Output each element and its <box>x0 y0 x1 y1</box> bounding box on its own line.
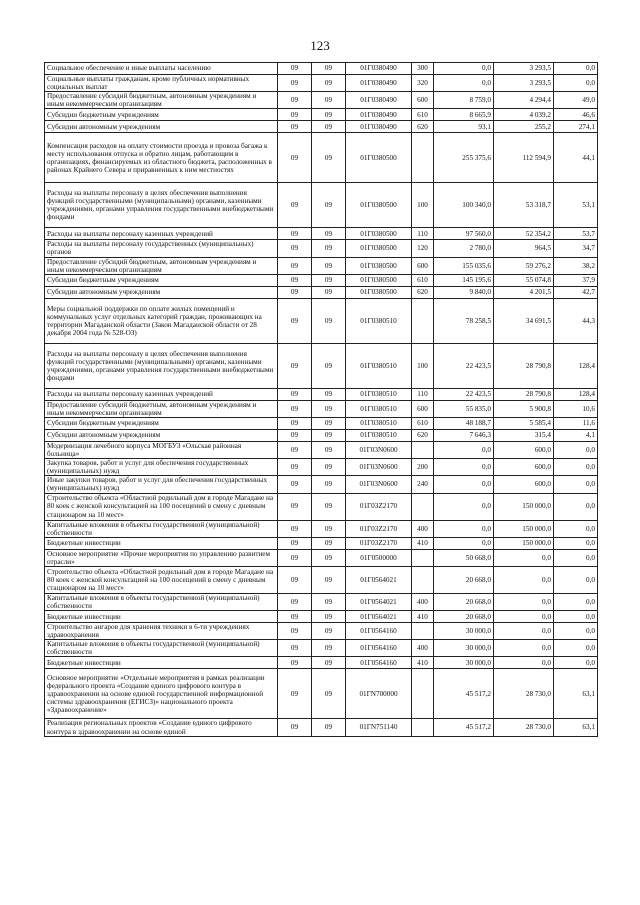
section-code-cell: 09 <box>278 719 312 736</box>
actual-amount-cell: 600,0 <box>494 476 554 493</box>
target-article-cell: 01ГN700000 <box>346 669 412 719</box>
row-name-cell: Расходы на выплаты персоналу казенных учреждений <box>45 388 278 400</box>
section-code-cell: 09 <box>278 669 312 719</box>
actual-amount-cell: 28 790,8 <box>494 388 554 400</box>
section-code-cell: 09 <box>278 75 312 92</box>
actual-amount-cell: 112 594,9 <box>494 133 554 183</box>
table-row <box>45 228 598 240</box>
row-name-cell: Социальные выплаты гражданам, кроме публичных нормативных социальных выплат <box>45 75 278 92</box>
planned-amount-cell: 45 517,2 <box>434 719 494 736</box>
expense-type-cell: 300 <box>412 63 434 75</box>
target-article-cell: 01ГN751140 <box>346 719 412 736</box>
section-code-cell: 09 <box>278 640 312 657</box>
expense-type-cell <box>412 441 434 458</box>
execution-percent-cell: 128,4 <box>554 388 598 400</box>
section-code-cell: 09 <box>278 611 312 623</box>
subsection-code-cell: 09 <box>312 228 346 240</box>
row-name-cell: Иные закупки товаров, работ и услуг для обеспечения государственных (муниципальных) нужд <box>45 476 278 493</box>
row-name-cell: Субсидии автономным учреждениям <box>45 429 278 441</box>
section-code-cell: 09 <box>278 121 312 133</box>
target-article-cell: 01Г0380500 <box>346 183 412 228</box>
row-name-cell: Строительство объекта «Областной родильный дом в городе Магадане на 80 коек с женской консультацией на 100 посещений в смену с дневным стационаром на 10 мест» <box>45 566 278 593</box>
target-article-cell: 01Г0380500 <box>346 257 412 274</box>
row-name-cell: Субсидии автономным учреждениям <box>45 286 278 298</box>
expense-type-cell <box>412 493 434 520</box>
execution-percent-cell: 0,0 <box>554 657 598 669</box>
target-article-cell: 01Г0380510 <box>346 388 412 400</box>
expense-type-cell <box>412 566 434 593</box>
subsection-code-cell: 09 <box>312 549 346 566</box>
row-name-cell: Бюджетные инвестиции <box>45 657 278 669</box>
planned-amount-cell: 20 668,0 <box>434 611 494 623</box>
expense-type-cell: 410 <box>412 657 434 669</box>
subsection-code-cell: 09 <box>312 493 346 520</box>
target-article-cell: 01Г0380500 <box>346 286 412 298</box>
target-article-cell: 01Г0564160 <box>346 657 412 669</box>
section-code-cell: 09 <box>278 593 312 610</box>
row-name-cell: Компенсация расходов на оплату стоимости проезда и провоза багажа к месту использования отпуска и обратно лицам, работающим в организациях, финансируемых из областного бюджета, расположенных в районах Крайнего Севера и приравненных к ним местностях <box>45 133 278 183</box>
row-name-cell: Расходы на выплаты персоналу государственных (муниципальных) органов <box>45 240 278 257</box>
planned-amount-cell: 155 035,6 <box>434 257 494 274</box>
section-code-cell: 09 <box>278 388 312 400</box>
subsection-code-cell: 09 <box>312 593 346 610</box>
subsection-code-cell: 09 <box>312 566 346 593</box>
subsection-code-cell: 09 <box>312 520 346 537</box>
budget-table <box>44 62 598 737</box>
expense-type-cell: 620 <box>412 286 434 298</box>
target-article-cell: 01Г0380510 <box>346 429 412 441</box>
table-row <box>45 493 598 520</box>
row-name-cell: Субсидии бюджетным учреждениям <box>45 417 278 429</box>
subsection-code-cell: 09 <box>312 429 346 441</box>
expense-type-cell <box>412 133 434 183</box>
expense-type-cell: 610 <box>412 109 434 121</box>
row-name-cell: Расходы на выплаты персоналу казенных учреждений <box>45 228 278 240</box>
section-code-cell: 09 <box>278 493 312 520</box>
row-name-cell: Субсидии бюджетным учреждениям <box>45 274 278 286</box>
expense-type-cell: 100 <box>412 343 434 388</box>
expense-type-cell: 600 <box>412 257 434 274</box>
planned-amount-cell: 0,0 <box>434 459 494 476</box>
execution-percent-cell: 0,0 <box>554 493 598 520</box>
planned-amount-cell: 93,1 <box>434 121 494 133</box>
actual-amount-cell: 0,0 <box>494 549 554 566</box>
actual-amount-cell: 964,5 <box>494 240 554 257</box>
execution-percent-cell: 10,6 <box>554 400 598 417</box>
execution-percent-cell: 0,0 <box>554 441 598 458</box>
subsection-code-cell: 09 <box>312 611 346 623</box>
expense-type-cell: 400 <box>412 520 434 537</box>
actual-amount-cell: 0,0 <box>494 623 554 640</box>
section-code-cell: 09 <box>278 183 312 228</box>
planned-amount-cell: 0,0 <box>434 493 494 520</box>
target-article-cell: 01Г0380490 <box>346 75 412 92</box>
planned-amount-cell: 100 340,0 <box>434 183 494 228</box>
expense-type-cell: 410 <box>412 611 434 623</box>
planned-amount-cell: 22 423,5 <box>434 343 494 388</box>
subsection-code-cell: 09 <box>312 537 346 549</box>
target-article-cell: 01Г0564160 <box>346 640 412 657</box>
planned-amount-cell: 20 668,0 <box>434 593 494 610</box>
target-article-cell: 01Г0380490 <box>346 63 412 75</box>
execution-percent-cell: 0,0 <box>554 611 598 623</box>
target-article-cell: 01Г0564021 <box>346 566 412 593</box>
table-row <box>45 657 598 669</box>
row-name-cell: Бюджетные инвестиции <box>45 611 278 623</box>
planned-amount-cell: 8 665,9 <box>434 109 494 121</box>
table-row <box>45 183 598 228</box>
section-code-cell: 09 <box>278 343 312 388</box>
subsection-code-cell: 09 <box>312 719 346 736</box>
table-row <box>45 388 598 400</box>
table-row <box>45 109 598 121</box>
expense-type-cell: 610 <box>412 274 434 286</box>
subsection-code-cell: 09 <box>312 657 346 669</box>
expense-type-cell: 320 <box>412 75 434 92</box>
subsection-code-cell: 09 <box>312 669 346 719</box>
row-name-cell: Капитальные вложения в объекты государственной (муниципальной) собственности <box>45 640 278 657</box>
execution-percent-cell: 42,7 <box>554 286 598 298</box>
subsection-code-cell: 09 <box>312 388 346 400</box>
table-row <box>45 417 598 429</box>
planned-amount-cell: 30 000,0 <box>434 640 494 657</box>
expense-type-cell <box>412 669 434 719</box>
row-name-cell: Социальное обеспечение и иные выплаты населению <box>45 63 278 75</box>
row-name-cell: Расходы на выплаты персоналу в целях обеспечения выполнения функций государственными (муниципальными) органами, казенными учреждениями, органами управления государственными внебюджетными фондами <box>45 343 278 388</box>
planned-amount-cell: 0,0 <box>434 537 494 549</box>
table-row <box>45 549 598 566</box>
actual-amount-cell: 53 318,7 <box>494 183 554 228</box>
row-name-cell: Строительство объекта «Областной родильный дом в городе Магадане на 80 коек с женской консультацией на 100 посещений в смену с дневным стационаром на 10 мест» <box>45 493 278 520</box>
table-row <box>45 441 598 458</box>
execution-percent-cell: 63,1 <box>554 669 598 719</box>
expense-type-cell <box>412 719 434 736</box>
table-row <box>45 63 598 75</box>
section-code-cell: 09 <box>278 228 312 240</box>
actual-amount-cell: 0,0 <box>494 611 554 623</box>
execution-percent-cell: 0,0 <box>554 566 598 593</box>
subsection-code-cell: 09 <box>312 476 346 493</box>
row-name-cell: Основное мероприятие «Прочие мероприятия по управлению развитием отрасли» <box>45 549 278 566</box>
section-code-cell: 09 <box>278 400 312 417</box>
expense-type-cell: 600 <box>412 400 434 417</box>
target-article-cell: 01Г0380510 <box>346 417 412 429</box>
subsection-code-cell: 09 <box>312 183 346 228</box>
planned-amount-cell: 48 188,7 <box>434 417 494 429</box>
planned-amount-cell: 9 840,0 <box>434 286 494 298</box>
actual-amount-cell: 34 691,5 <box>494 298 554 343</box>
planned-amount-cell: 97 560,0 <box>434 228 494 240</box>
subsection-code-cell: 09 <box>312 121 346 133</box>
actual-amount-cell: 28 730,0 <box>494 669 554 719</box>
execution-percent-cell: 0,0 <box>554 520 598 537</box>
section-code-cell: 09 <box>278 566 312 593</box>
expense-type-cell: 610 <box>412 417 434 429</box>
actual-amount-cell: 0,0 <box>494 593 554 610</box>
actual-amount-cell: 150 000,0 <box>494 520 554 537</box>
section-code-cell: 09 <box>278 441 312 458</box>
subsection-code-cell: 09 <box>312 623 346 640</box>
target-article-cell: 01Г0380490 <box>346 121 412 133</box>
table-row <box>45 520 598 537</box>
expense-type-cell: 410 <box>412 537 434 549</box>
planned-amount-cell: 0,0 <box>434 63 494 75</box>
section-code-cell: 09 <box>278 429 312 441</box>
execution-percent-cell: 53,7 <box>554 228 598 240</box>
actual-amount-cell: 255,2 <box>494 121 554 133</box>
planned-amount-cell: 50 668,0 <box>434 549 494 566</box>
expense-type-cell: 600 <box>412 92 434 109</box>
execution-percent-cell: 44,3 <box>554 298 598 343</box>
row-name-cell: Капитальные вложения в объекты государственной (муниципальной) собственности <box>45 593 278 610</box>
subsection-code-cell: 09 <box>312 109 346 121</box>
execution-percent-cell: 0,0 <box>554 459 598 476</box>
actual-amount-cell: 52 354,2 <box>494 228 554 240</box>
planned-amount-cell: 0,0 <box>434 520 494 537</box>
expense-type-cell <box>412 623 434 640</box>
table-row <box>45 623 598 640</box>
row-name-cell: Бюджетные инвестиции <box>45 537 278 549</box>
row-name-cell: Расходы на выплаты персоналу в целях обеспечения выполнения функций государственными (муниципальными) органами, казенными учреждениями, органами управления государственными внебюджетными фондами <box>45 183 278 228</box>
table-row <box>45 669 598 719</box>
execution-percent-cell: 128,4 <box>554 343 598 388</box>
section-code-cell: 09 <box>278 286 312 298</box>
section-code-cell: 09 <box>278 623 312 640</box>
expense-type-cell: 200 <box>412 459 434 476</box>
row-name-cell: Предоставление субсидий бюджетным, автономным учреждениям и иным некоммерческим организациям <box>45 400 278 417</box>
actual-amount-cell: 59 276,2 <box>494 257 554 274</box>
section-code-cell: 09 <box>278 240 312 257</box>
subsection-code-cell: 09 <box>312 63 346 75</box>
page-number: 123 <box>310 38 330 53</box>
planned-amount-cell: 20 668,0 <box>434 566 494 593</box>
table-row <box>45 719 598 736</box>
actual-amount-cell: 5 900,8 <box>494 400 554 417</box>
target-article-cell: 01Г0380500 <box>346 240 412 257</box>
target-article-cell: 01Г0380490 <box>346 109 412 121</box>
planned-amount-cell: 22 423,5 <box>434 388 494 400</box>
subsection-code-cell: 09 <box>312 441 346 458</box>
subsection-code-cell: 09 <box>312 640 346 657</box>
target-article-cell: 01Г03Z2170 <box>346 520 412 537</box>
section-code-cell: 09 <box>278 657 312 669</box>
actual-amount-cell: 5 585,4 <box>494 417 554 429</box>
subsection-code-cell: 09 <box>312 133 346 183</box>
execution-percent-cell: 274,1 <box>554 121 598 133</box>
section-code-cell: 09 <box>278 520 312 537</box>
row-name-cell: Реализация региональных проектов «Создание единого цифрового контура в здравоохранении на основе единой <box>45 719 278 736</box>
target-article-cell: 01Г03Z2170 <box>346 493 412 520</box>
section-code-cell: 09 <box>278 549 312 566</box>
actual-amount-cell: 28 730,0 <box>494 719 554 736</box>
execution-percent-cell: 53,1 <box>554 183 598 228</box>
planned-amount-cell: 30 000,0 <box>434 657 494 669</box>
section-code-cell: 09 <box>278 298 312 343</box>
actual-amount-cell: 150 000,0 <box>494 537 554 549</box>
subsection-code-cell: 09 <box>312 417 346 429</box>
execution-percent-cell: 4,1 <box>554 429 598 441</box>
row-name-cell: Строительство ангаров для хранения техники в 6-ти учреждениях здравоохранения <box>45 623 278 640</box>
planned-amount-cell: 255 375,6 <box>434 133 494 183</box>
execution-percent-cell: 37,9 <box>554 274 598 286</box>
actual-amount-cell: 3 293,5 <box>494 63 554 75</box>
table-row <box>45 640 598 657</box>
subsection-code-cell: 09 <box>312 343 346 388</box>
table-row <box>45 240 598 257</box>
execution-percent-cell: 63,1 <box>554 719 598 736</box>
execution-percent-cell: 44,1 <box>554 133 598 183</box>
planned-amount-cell: 0,0 <box>434 441 494 458</box>
subsection-code-cell: 09 <box>312 274 346 286</box>
subsection-code-cell: 09 <box>312 257 346 274</box>
subsection-code-cell: 09 <box>312 240 346 257</box>
target-article-cell: 01Г0380490 <box>346 92 412 109</box>
table-row <box>45 593 598 610</box>
planned-amount-cell: 78 258,5 <box>434 298 494 343</box>
target-article-cell: 01Г0564021 <box>346 611 412 623</box>
row-name-cell: Предоставление субсидий бюджетным, автономным учреждениям и иным некоммерческим организациям <box>45 257 278 274</box>
row-name-cell: Субсидии бюджетным учреждениям <box>45 109 278 121</box>
target-article-cell: 01Г0380510 <box>346 298 412 343</box>
actual-amount-cell: 28 790,8 <box>494 343 554 388</box>
execution-percent-cell: 0,0 <box>554 537 598 549</box>
target-article-cell: 01Г0380500 <box>346 228 412 240</box>
subsection-code-cell: 09 <box>312 92 346 109</box>
table-row <box>45 274 598 286</box>
target-article-cell: 01Г0380510 <box>346 343 412 388</box>
table-row <box>45 75 598 92</box>
execution-percent-cell: 0,0 <box>554 640 598 657</box>
expense-type-cell: 400 <box>412 593 434 610</box>
planned-amount-cell: 0,0 <box>434 476 494 493</box>
execution-percent-cell: 0,0 <box>554 549 598 566</box>
subsection-code-cell: 09 <box>312 298 346 343</box>
section-code-cell: 09 <box>278 133 312 183</box>
section-code-cell: 09 <box>278 459 312 476</box>
expense-type-cell: 100 <box>412 183 434 228</box>
execution-percent-cell: 46,6 <box>554 109 598 121</box>
execution-percent-cell: 0,0 <box>554 63 598 75</box>
actual-amount-cell: 3 293,5 <box>494 75 554 92</box>
row-name-cell: Меры социальной поддержки по оплате жилых помещений и коммунальных услуг отдельных категорий граждан, проживающих на территории Магаданской области (Закон Магаданской области от 28 декабря 2004 года № 528-ОЗ) <box>45 298 278 343</box>
target-article-cell: 01Г03N0600 <box>346 476 412 493</box>
section-code-cell: 09 <box>278 537 312 549</box>
table-row <box>45 537 598 549</box>
table-row <box>45 133 598 183</box>
table-row <box>45 343 598 388</box>
target-article-cell: 01Г0564021 <box>346 593 412 610</box>
execution-percent-cell: 49,0 <box>554 92 598 109</box>
row-name-cell: Субсидии автономным учреждениям <box>45 121 278 133</box>
target-article-cell: 01Г03Z2170 <box>346 537 412 549</box>
subsection-code-cell: 09 <box>312 459 346 476</box>
table-row <box>45 92 598 109</box>
actual-amount-cell: 0,0 <box>494 640 554 657</box>
row-name-cell: Модернизация лечебного корпуса МОГБУЗ «Ольская районная больница» <box>45 441 278 458</box>
table-row <box>45 298 598 343</box>
table-row <box>45 476 598 493</box>
table-row <box>45 429 598 441</box>
subsection-code-cell: 09 <box>312 400 346 417</box>
section-code-cell: 09 <box>278 109 312 121</box>
row-name-cell: Закупка товаров, работ и услуг для обеспечения государственных (муниципальных) нужд <box>45 459 278 476</box>
section-code-cell: 09 <box>278 92 312 109</box>
actual-amount-cell: 600,0 <box>494 459 554 476</box>
target-article-cell: 01Г03N0600 <box>346 441 412 458</box>
target-article-cell: 01Г0380500 <box>346 274 412 286</box>
section-code-cell: 09 <box>278 63 312 75</box>
execution-percent-cell: 38,2 <box>554 257 598 274</box>
actual-amount-cell: 4 039,2 <box>494 109 554 121</box>
subsection-code-cell: 09 <box>312 286 346 298</box>
planned-amount-cell: 30 000,0 <box>434 623 494 640</box>
expense-type-cell: 120 <box>412 240 434 257</box>
subsection-code-cell: 09 <box>312 75 346 92</box>
execution-percent-cell: 0,0 <box>554 75 598 92</box>
target-article-cell: 01Г0380510 <box>346 400 412 417</box>
planned-amount-cell: 2 780,0 <box>434 240 494 257</box>
row-name-cell: Основное мероприятие «Отдельные мероприятия в рамках реализации федерального проекта «Создание единого цифрового контура в здравоохранении на основе единой государственной информационной системы здравоохранения (ЕГИСЗ)» национального проекта «Здравоохранение» <box>45 669 278 719</box>
planned-amount-cell: 45 517,2 <box>434 669 494 719</box>
target-article-cell: 01Г03N0600 <box>346 459 412 476</box>
actual-amount-cell: 600,0 <box>494 441 554 458</box>
actual-amount-cell: 0,0 <box>494 657 554 669</box>
execution-percent-cell: 0,0 <box>554 623 598 640</box>
table-row <box>45 566 598 593</box>
target-article-cell: 01Г0380500 <box>346 133 412 183</box>
actual-amount-cell: 4 201,5 <box>494 286 554 298</box>
planned-amount-cell: 7 646,3 <box>434 429 494 441</box>
execution-percent-cell: 11,6 <box>554 417 598 429</box>
row-name-cell: Предоставление субсидий бюджетным, автономным учреждениям и иным некоммерческим организациям <box>45 92 278 109</box>
execution-percent-cell: 34,7 <box>554 240 598 257</box>
table-row <box>45 121 598 133</box>
section-code-cell: 09 <box>278 257 312 274</box>
table-row <box>45 400 598 417</box>
table-row <box>45 286 598 298</box>
expense-type-cell: 110 <box>412 388 434 400</box>
expense-type-cell <box>412 298 434 343</box>
section-code-cell: 09 <box>278 417 312 429</box>
table-row <box>45 257 598 274</box>
row-name-cell: Капитальные вложения в объекты государственной (муниципальной) собственности <box>45 520 278 537</box>
actual-amount-cell: 315,4 <box>494 429 554 441</box>
planned-amount-cell: 0,0 <box>434 75 494 92</box>
planned-amount-cell: 145 195,6 <box>434 274 494 286</box>
section-code-cell: 09 <box>278 274 312 286</box>
actual-amount-cell: 4 294,4 <box>494 92 554 109</box>
actual-amount-cell: 150 000,0 <box>494 493 554 520</box>
expense-type-cell: 110 <box>412 228 434 240</box>
target-article-cell: 01Г0564160 <box>346 623 412 640</box>
actual-amount-cell: 55 074,8 <box>494 274 554 286</box>
table-row <box>45 459 598 476</box>
planned-amount-cell: 8 759,0 <box>434 92 494 109</box>
expense-type-cell <box>412 549 434 566</box>
target-article-cell: 01Г0500000 <box>346 549 412 566</box>
execution-percent-cell: 0,0 <box>554 476 598 493</box>
planned-amount-cell: 55 835,0 <box>434 400 494 417</box>
expense-type-cell: 400 <box>412 640 434 657</box>
section-code-cell: 09 <box>278 476 312 493</box>
expense-type-cell: 240 <box>412 476 434 493</box>
expense-type-cell: 620 <box>412 429 434 441</box>
execution-percent-cell: 0,0 <box>554 593 598 610</box>
actual-amount-cell: 0,0 <box>494 566 554 593</box>
expense-type-cell: 620 <box>412 121 434 133</box>
table-row <box>45 611 598 623</box>
